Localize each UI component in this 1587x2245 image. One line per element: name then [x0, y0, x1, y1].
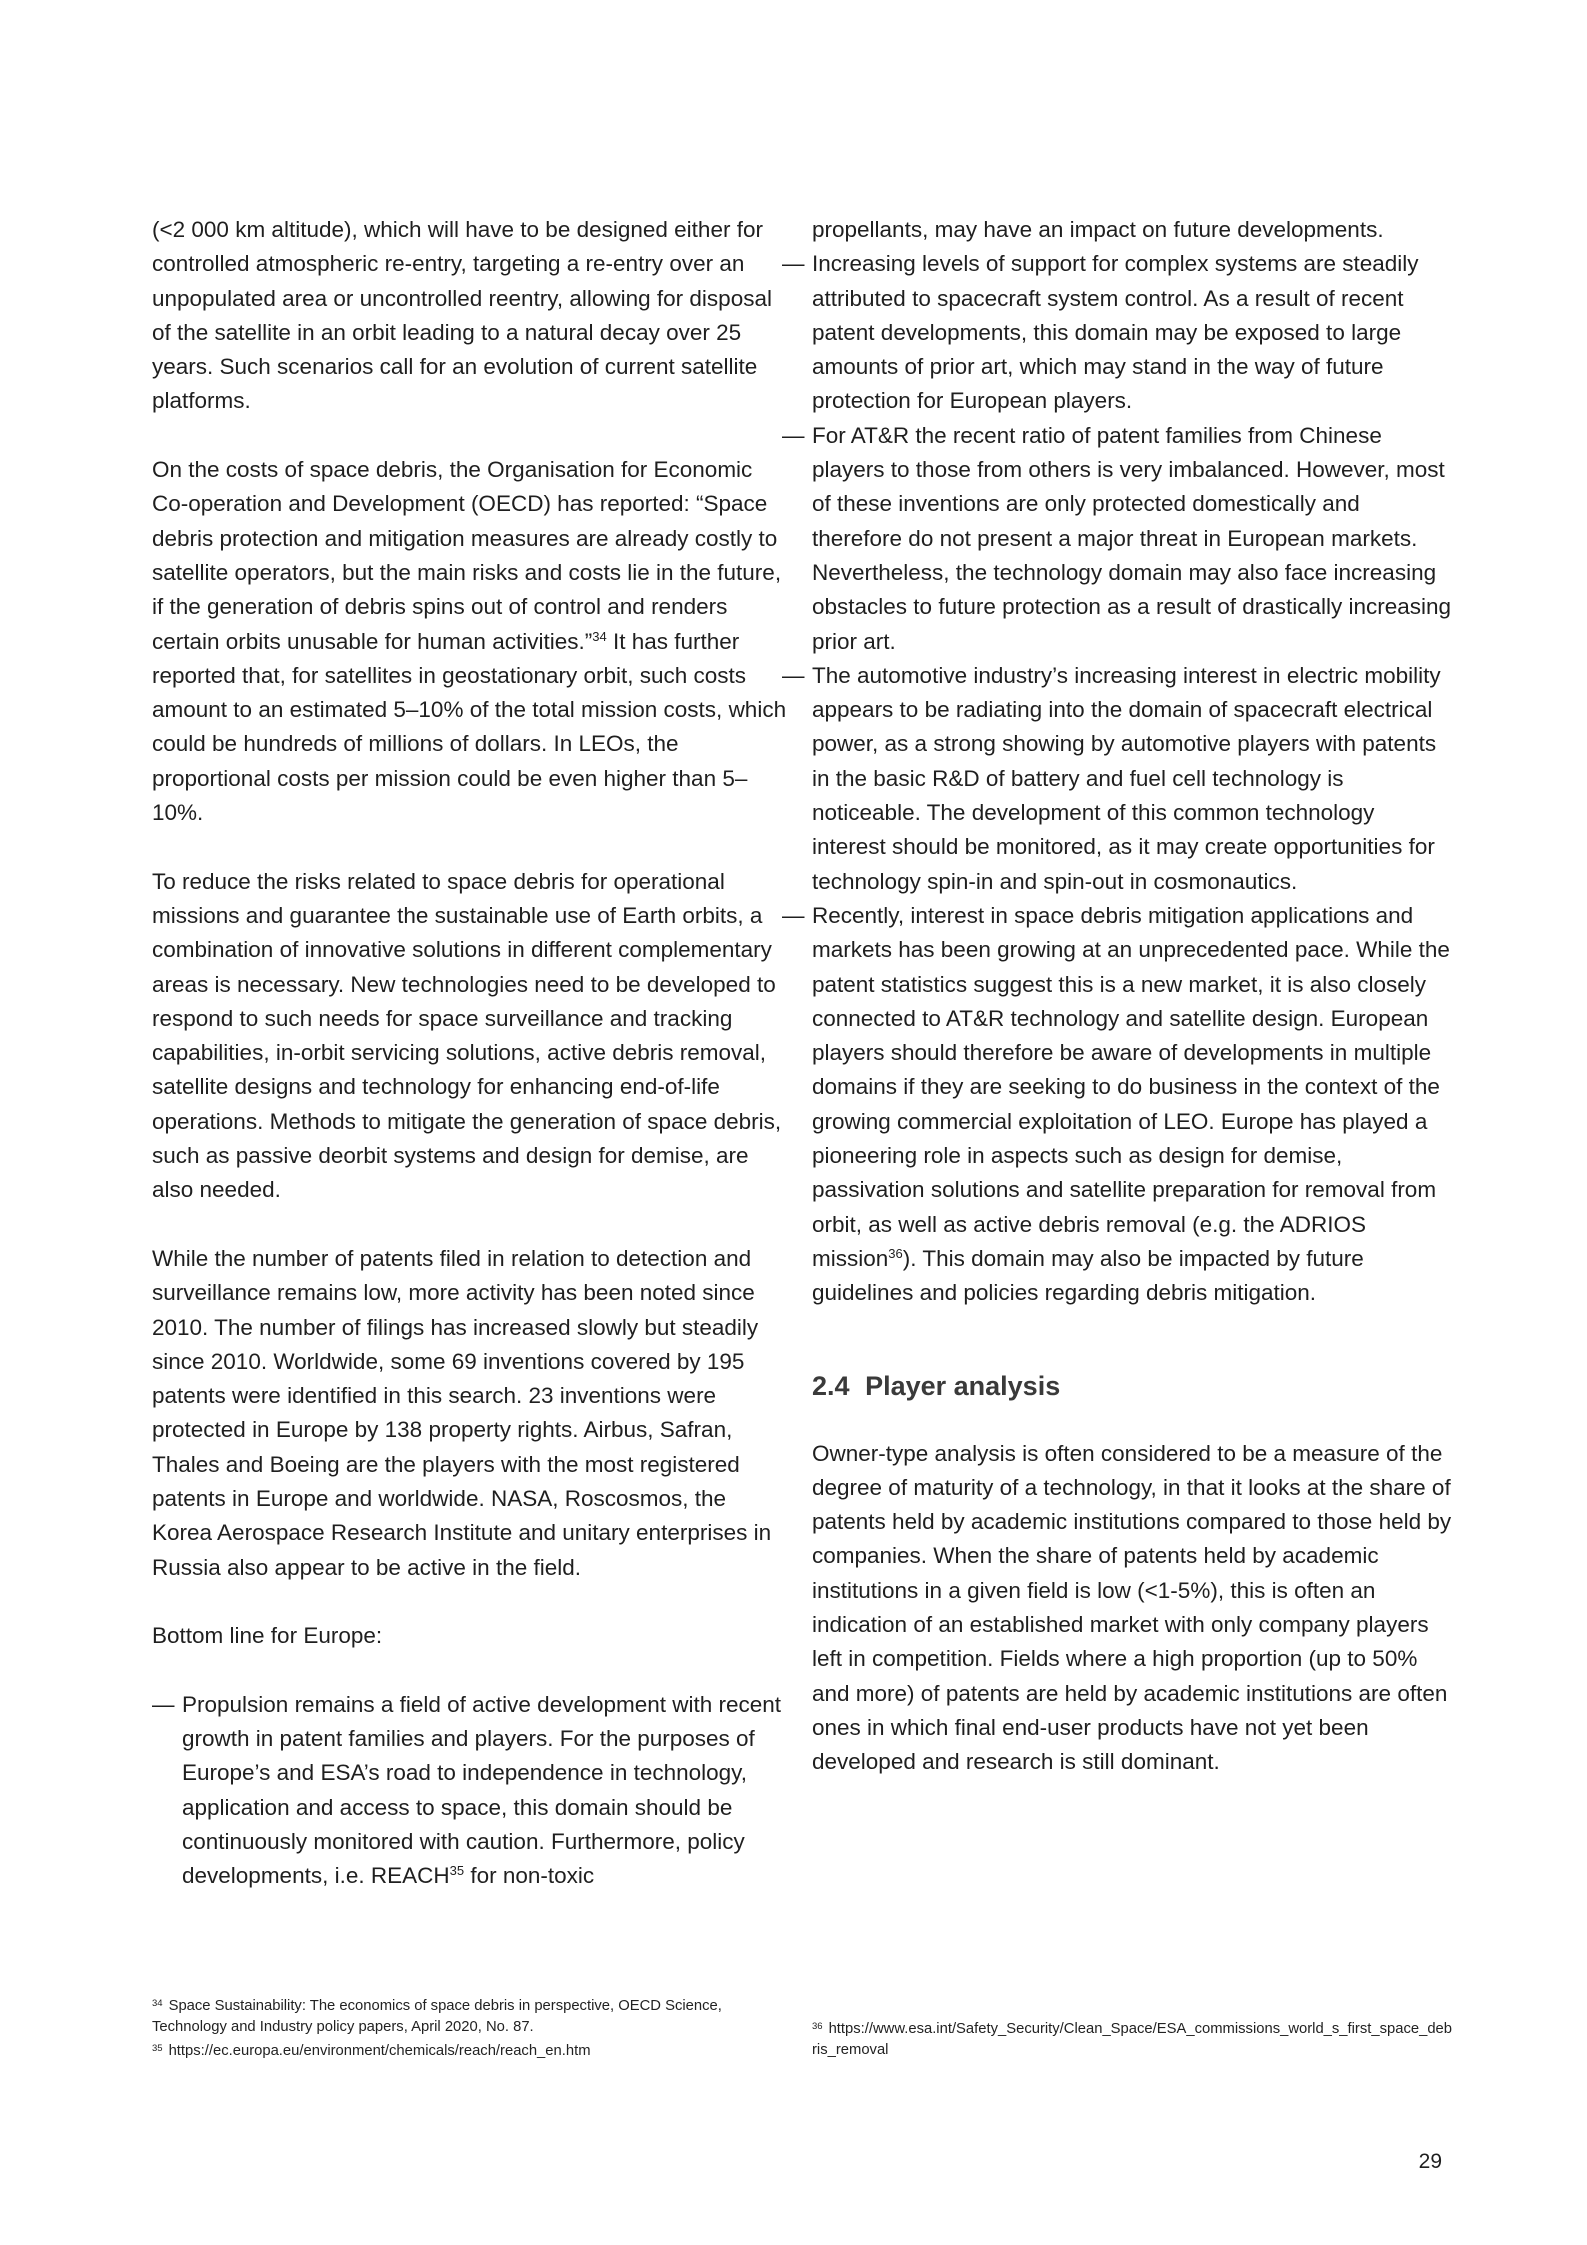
bottom-line-list [152, 1688, 787, 1894]
footnote-ref-34[interactable]: 34 [592, 628, 607, 644]
section-heading-text: Player analysis [865, 1370, 1061, 1401]
list-item-propulsion-continued: propellants, may have an impact on future developments. [812, 217, 1384, 242]
footnotes-left [152, 1993, 772, 2062]
footnote-34-number: 34 [152, 1998, 163, 2009]
list-item-space-debris [782, 899, 1452, 1311]
footnote-35 [152, 2038, 772, 2062]
paragraph-reduce-risks: To reduce the risks related to space debris for operational missions and guarantee the sustainable use of Earth orbits, a combination of innovative solutions in different complementary areas is necessary. New technologies need to be developed to respond to such needs for space surveillance and tracking capabilities, in-orbit servicing solutions, active debris removal, satellite designs and technology for enhancing end-of-life operations. Methods to mitigate the generation of space debris, such as passive deorbit systems and design for demise, are also needed. [152, 868, 782, 1203]
list-item-propulsion [152, 1688, 787, 1894]
paragraph-altitude: (<2 000 km altitude), which will have to be designed either for controlled atmospheric re-entry, targeting a re-entry over an unpopulated area or uncontrolled reentry, allowing for disposal of the satellite in an orbit leading to a natural decay over 25 years. Such scenarios call for an evolution of current satellite platforms. [152, 217, 772, 414]
footnote-ref-35[interactable]: 35 [449, 1863, 465, 1879]
footnotes-right [812, 2016, 1452, 2061]
bottom-line-list-continued [782, 213, 1452, 1311]
paragraph-oecd-costs-part1: On the costs of space debris, the Organisation for Economic Co-operation and Development (OECD) has reported: “Space debris protection and mitigation measures are already costly to satellite operators, but the main risks and costs lie in the future, if the generation of debris spins out of control and renders certain orbits unusable for human activities.” [152, 457, 782, 654]
right-column [812, 213, 1452, 1779]
list-item-system-control: — Increasing levels of support for complex systems are steadily attributed to spacecraft system control. As a result of recent patent developments, this domain may be exposed to large amounts of prior art, which may stand in the way of future protection for European players. [782, 247, 1452, 418]
paragraph-oecd-costs [152, 453, 787, 830]
paragraph-oecd-costs-part2: It has further reported that, for satellites in geostationary orbit, such costs amount to an estimated 5–10% of the total mission costs, which could be hundreds of millions of dollars. In LEOs, the proportional costs per mission could be even higher than 5–10%. [152, 628, 787, 826]
footnote-34-text: Space Sustainability: The economics of space debris in perspective, OECD Science, Technology and Industry policy papers, April 2020, No. 87. [152, 1998, 722, 2035]
list-item-automotive: — The automotive industry’s increasing interest in electric mobility appears to be radiating into the domain of spacecraft electrical power, as a strong showing by automotive players with patents in the basic R&D of battery and fuel cell technology is noticeable. The development of this common technology interest should be monitored, as it may create opportunities for technology spin-in and spin-out in cosmonautics. [782, 659, 1452, 899]
list-item-propulsion-part2: for non-toxic [464, 1863, 595, 1889]
footnote-35-number: 35 [152, 2043, 163, 2054]
paragraph-bottom-line: Bottom line for Europe: [152, 1623, 383, 1649]
footnote-36 [812, 2016, 1452, 2061]
footnote-34 [152, 1993, 772, 2038]
list-item-propulsion-part1: Propulsion remains a field of active development with recent growth in patent families and players. For the purposes of Europe’s and ESA’s road to independence in technology, application and access to space, this domain should be continuously monitored with caution. Furthermore, policy developments, i.e. REACH [182, 1691, 782, 1889]
footnote-ref-36[interactable]: 36 [888, 1245, 903, 1261]
section-heading [812, 1369, 1452, 1403]
footnote-36-link[interactable]: https://www.esa.int/Safety_Security/Clean_Space/ESA_commissions_world_s_first_space_debris_removal [812, 2021, 1453, 2058]
section-heading-wrap [812, 1369, 1452, 1403]
footnote-36-number: 36 [812, 2021, 823, 2032]
paragraph-patents-detection: While the number of patents filed in relation to detection and surveillance remains low, more activity has been noted since 2010. The number of filings has increased slowly but steadily since 2010. Worldwide, some 69 inventions covered by 195 patents were identified in this search. 23 inventions were protected in Europe by 138 property rights. Airbus, Safran, Thales and Boeing are the players with the most registered patents in Europe and worldwide. NASA, Roscosmos, the Korea Aerospace Research Institute and unitary enterprises in Russia also appear to be active in the field. [152, 1245, 772, 1580]
list-item-atr: — For AT&R the recent ratio of patent families from Chinese players to those from others is very imbalanced. However, most of these inventions are only protected domestically and therefore do not present a major threat in European markets. Nevertheless, the technology domain may also face increasing obstacles to future protection as a result of drastically increasing prior art. [782, 419, 1452, 659]
list-item-space-debris-part2: ). This domain may also be impacted by future guidelines and policies regarding debris mitigation. [812, 1245, 1364, 1306]
section-heading-number: 2.4 [812, 1370, 850, 1401]
paragraph-owner-type: Owner-type analysis is often considered to be a measure of the degree of maturity of a technology, in that it looks at the share of patents held by academic institutions compared to those held by companies. When the share of patents held by academic institutions in a given field is low (<1-5%), this is often an indication of an established market with only company players left in competition. Fields where a high proportion (up to 50% and more) of patents are held by academic institutions are often ones in which final end-user products have not yet been developed and research is still dominant. [812, 1440, 1452, 1775]
page-number: 29 [1418, 2150, 1442, 2173]
left-column [152, 213, 787, 1894]
footnote-35-link[interactable]: https://ec.europa.eu/environment/chemicals/reach/reach_en.htm [168, 2043, 591, 2059]
list-item-space-debris-part1: Recently, interest in space debris mitigation applications and markets has been growing at an unprecedented pace. While the patent statistics suggest this is a new market, it is also closely connected to AT&R technology and satellite design. European players should therefore be aware of developments in multiple domains if they are seeking to do business in the context of the growing commercial exploitation of LEO. Europe has played a pioneering role in aspects such as design for demise, passivation solutions and satellite preparation for removal from orbit, as well as active debris removal (e.g. the ADRIOS mission [812, 902, 1450, 1271]
